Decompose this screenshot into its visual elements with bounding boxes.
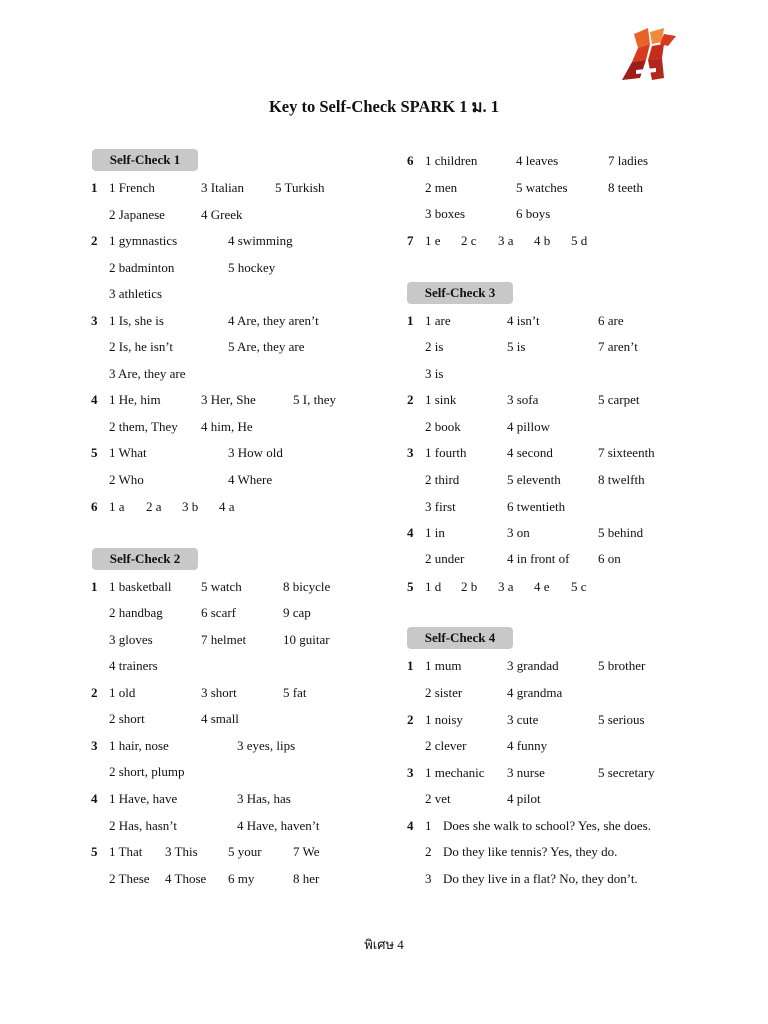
answer: 3 a xyxy=(498,233,514,248)
answer: 2 Japanese xyxy=(109,207,165,222)
question-number: 5 xyxy=(91,844,98,859)
answer: 4 pilot xyxy=(507,791,541,806)
answer-sentence: Do they like tennis? Yes, they do. xyxy=(443,844,618,859)
answer: 3 Are, they are xyxy=(109,366,186,381)
answer: 2 men xyxy=(425,180,458,195)
answer-sentence: Does she walk to school? Yes, she does. xyxy=(443,818,651,833)
question-number: 4 xyxy=(91,392,98,407)
answer: 3 boxes xyxy=(425,206,466,221)
answer: 2 b xyxy=(461,579,478,594)
answer: 3 Her, She xyxy=(201,392,256,407)
answer-sentence: Do they live in a flat? No, they don’t. xyxy=(443,871,638,886)
answer: 2 short, plump xyxy=(109,764,185,779)
answer: 5 Turkish xyxy=(275,180,325,195)
answer: 6 boys xyxy=(516,206,551,221)
answer: 2 Is, he isn’t xyxy=(109,339,174,354)
question-number: 3 xyxy=(407,445,414,460)
answer: 4 Where xyxy=(228,472,273,487)
question-number: 2 xyxy=(407,712,414,727)
answer: 3 grandad xyxy=(507,658,559,673)
answer: 3 eyes, lips xyxy=(237,738,296,753)
answer: 5 secretary xyxy=(598,765,655,780)
answer: 4 isn’t xyxy=(507,313,540,328)
answer: 2 These xyxy=(109,871,150,886)
answer: 5 hockey xyxy=(228,260,276,275)
answer: 5 serious xyxy=(598,712,645,727)
answer: 5 watch xyxy=(201,579,242,594)
answer: 3 How old xyxy=(228,445,283,460)
answer: 2 a xyxy=(146,499,162,514)
self-check-1-badge: Self-Check 1 xyxy=(92,149,198,171)
answer: 1 fourth xyxy=(425,445,467,460)
answer: 2 clever xyxy=(425,738,467,753)
question-number: 3 xyxy=(407,765,414,780)
answer: 1 noisy xyxy=(425,712,463,727)
answer: 4 Greek xyxy=(201,207,243,222)
answer: 5 eleventh xyxy=(507,472,561,487)
question-number: 4 xyxy=(91,791,98,806)
sentence-number: 2 xyxy=(425,844,432,859)
answer: 7 ladies xyxy=(608,153,649,168)
answer: 4 a xyxy=(219,499,235,514)
question-number: 1 xyxy=(407,658,414,673)
answer: 3 This xyxy=(165,844,198,859)
answer: 1 Have, have xyxy=(109,791,178,806)
answer: 1 a xyxy=(109,499,125,514)
answer: 4 pillow xyxy=(507,419,550,434)
answer: 4 leaves xyxy=(516,153,559,168)
answer: 3 cute xyxy=(507,712,539,727)
answer: 4 funny xyxy=(507,738,548,753)
answer: 3 b xyxy=(182,499,199,514)
self-check-2-badge: Self-Check 2 xyxy=(92,548,198,570)
answer: 3 sofa xyxy=(507,392,539,407)
answer: 5 d xyxy=(571,233,588,248)
answer: 4 small xyxy=(201,711,239,726)
answer: 1 basketball xyxy=(109,579,172,594)
answer: 4 grandma xyxy=(507,685,563,700)
answer: 4 in front of xyxy=(507,551,570,566)
answer: 3 a xyxy=(498,579,514,594)
answer: 6 are xyxy=(598,313,624,328)
answer: 7 aren’t xyxy=(598,339,638,354)
answer: 6 twentieth xyxy=(507,499,566,514)
answer: 1 That xyxy=(109,844,143,859)
question-number: 2 xyxy=(407,392,414,407)
answer: 5 I, they xyxy=(293,392,336,407)
question-number: 5 xyxy=(91,445,98,460)
answer: 2 badminton xyxy=(109,260,175,275)
page-title: Key to Self-Check SPARK 1 ม. 1 xyxy=(268,97,500,116)
answer: 7 helmet xyxy=(201,632,247,647)
answer: 5 is xyxy=(507,339,526,354)
question-number: 3 xyxy=(91,738,98,753)
answer: 1 He, him xyxy=(109,392,161,407)
answer: 2 book xyxy=(425,419,461,434)
answer: 8 teeth xyxy=(608,180,644,195)
publisher-logo xyxy=(616,26,678,82)
answer: 3 Has, has xyxy=(237,791,291,806)
answer: 5 c xyxy=(571,579,587,594)
question-number: 4 xyxy=(407,525,414,540)
answer: 4 Are, they aren’t xyxy=(228,313,319,328)
answer: 1 mechanic xyxy=(425,765,485,780)
answer: 2 Has, hasn’t xyxy=(109,818,178,833)
self-check-4-badge: Self-Check 4 xyxy=(407,627,513,649)
answer: 1 e xyxy=(425,233,441,248)
question-number: 4 xyxy=(407,818,414,833)
answer: 3 on xyxy=(507,525,530,540)
question-number: 5 xyxy=(407,579,414,594)
question-number: 2 xyxy=(91,685,98,700)
answer: 4 Have, haven’t xyxy=(237,818,320,833)
answer: 7 sixteenth xyxy=(598,445,655,460)
answer: 1 mum xyxy=(425,658,462,673)
answer: 4 second xyxy=(507,445,553,460)
answer: 5 your xyxy=(228,844,262,859)
page-number: พิเศษ 4 xyxy=(364,937,404,952)
question-number: 6 xyxy=(407,153,414,168)
answer: 5 fat xyxy=(283,685,307,700)
sentence-number: 1 xyxy=(425,818,432,833)
answer: 3 first xyxy=(425,499,456,514)
answer: 3 is xyxy=(425,366,444,381)
answer: 8 bicycle xyxy=(283,579,331,594)
answer: 3 athletics xyxy=(109,286,163,301)
answer: 2 third xyxy=(425,472,460,487)
answer: 3 nurse xyxy=(507,765,545,780)
answer: 1 old xyxy=(109,685,136,700)
question-number: 7 xyxy=(407,233,414,248)
answer: 4 trainers xyxy=(109,658,158,673)
answer: 5 carpet xyxy=(598,392,640,407)
answer: 10 guitar xyxy=(283,632,330,647)
answer: 2 under xyxy=(425,551,465,566)
answer: 1 children xyxy=(425,153,478,168)
answer: 8 her xyxy=(293,871,320,886)
answer: 2 sister xyxy=(425,685,463,700)
answer: 2 handbag xyxy=(109,605,163,620)
question-number: 6 xyxy=(91,499,98,514)
answer: 8 twelfth xyxy=(598,472,645,487)
answer: 3 gloves xyxy=(109,632,153,647)
answer: 1 are xyxy=(425,313,451,328)
question-number: 1 xyxy=(91,579,98,594)
answer: 2 c xyxy=(461,233,477,248)
answer: 3 Italian xyxy=(201,180,244,195)
answer: 4 e xyxy=(534,579,550,594)
answer: 2 them, They xyxy=(109,419,178,434)
answer: 2 short xyxy=(109,711,145,726)
answer: 7 We xyxy=(293,844,320,859)
answer: 1 sink xyxy=(425,392,457,407)
answer: 1 in xyxy=(425,525,445,540)
answer: 2 Who xyxy=(109,472,144,487)
self-check-3-badge: Self-Check 3 xyxy=(407,282,513,304)
answer: 6 scarf xyxy=(201,605,237,620)
answer: 2 is xyxy=(425,339,444,354)
answer: 5 Are, they are xyxy=(228,339,305,354)
answer: 9 cap xyxy=(283,605,311,620)
answer: 6 on xyxy=(598,551,621,566)
answer: 2 vet xyxy=(425,791,451,806)
answer: 1 French xyxy=(109,180,155,195)
answer: 1 hair, nose xyxy=(109,738,169,753)
answer: 6 my xyxy=(228,871,255,886)
answer: 5 watches xyxy=(516,180,568,195)
sentence-number: 3 xyxy=(425,871,432,886)
answer: 4 b xyxy=(534,233,551,248)
answer: 1 What xyxy=(109,445,147,460)
question-number: 1 xyxy=(407,313,414,328)
question-number: 2 xyxy=(91,233,98,248)
answer: 1 Is, she is xyxy=(109,313,164,328)
question-number: 3 xyxy=(91,313,98,328)
answer: 4 him, He xyxy=(201,419,253,434)
answer: 5 brother xyxy=(598,658,646,673)
answer: 4 Those xyxy=(165,871,207,886)
answer: 3 short xyxy=(201,685,237,700)
answer: 1 gymnastics xyxy=(109,233,178,248)
answer: 4 swimming xyxy=(228,233,293,248)
answer: 1 d xyxy=(425,579,442,594)
question-number: 1 xyxy=(91,180,98,195)
answer: 5 behind xyxy=(598,525,644,540)
